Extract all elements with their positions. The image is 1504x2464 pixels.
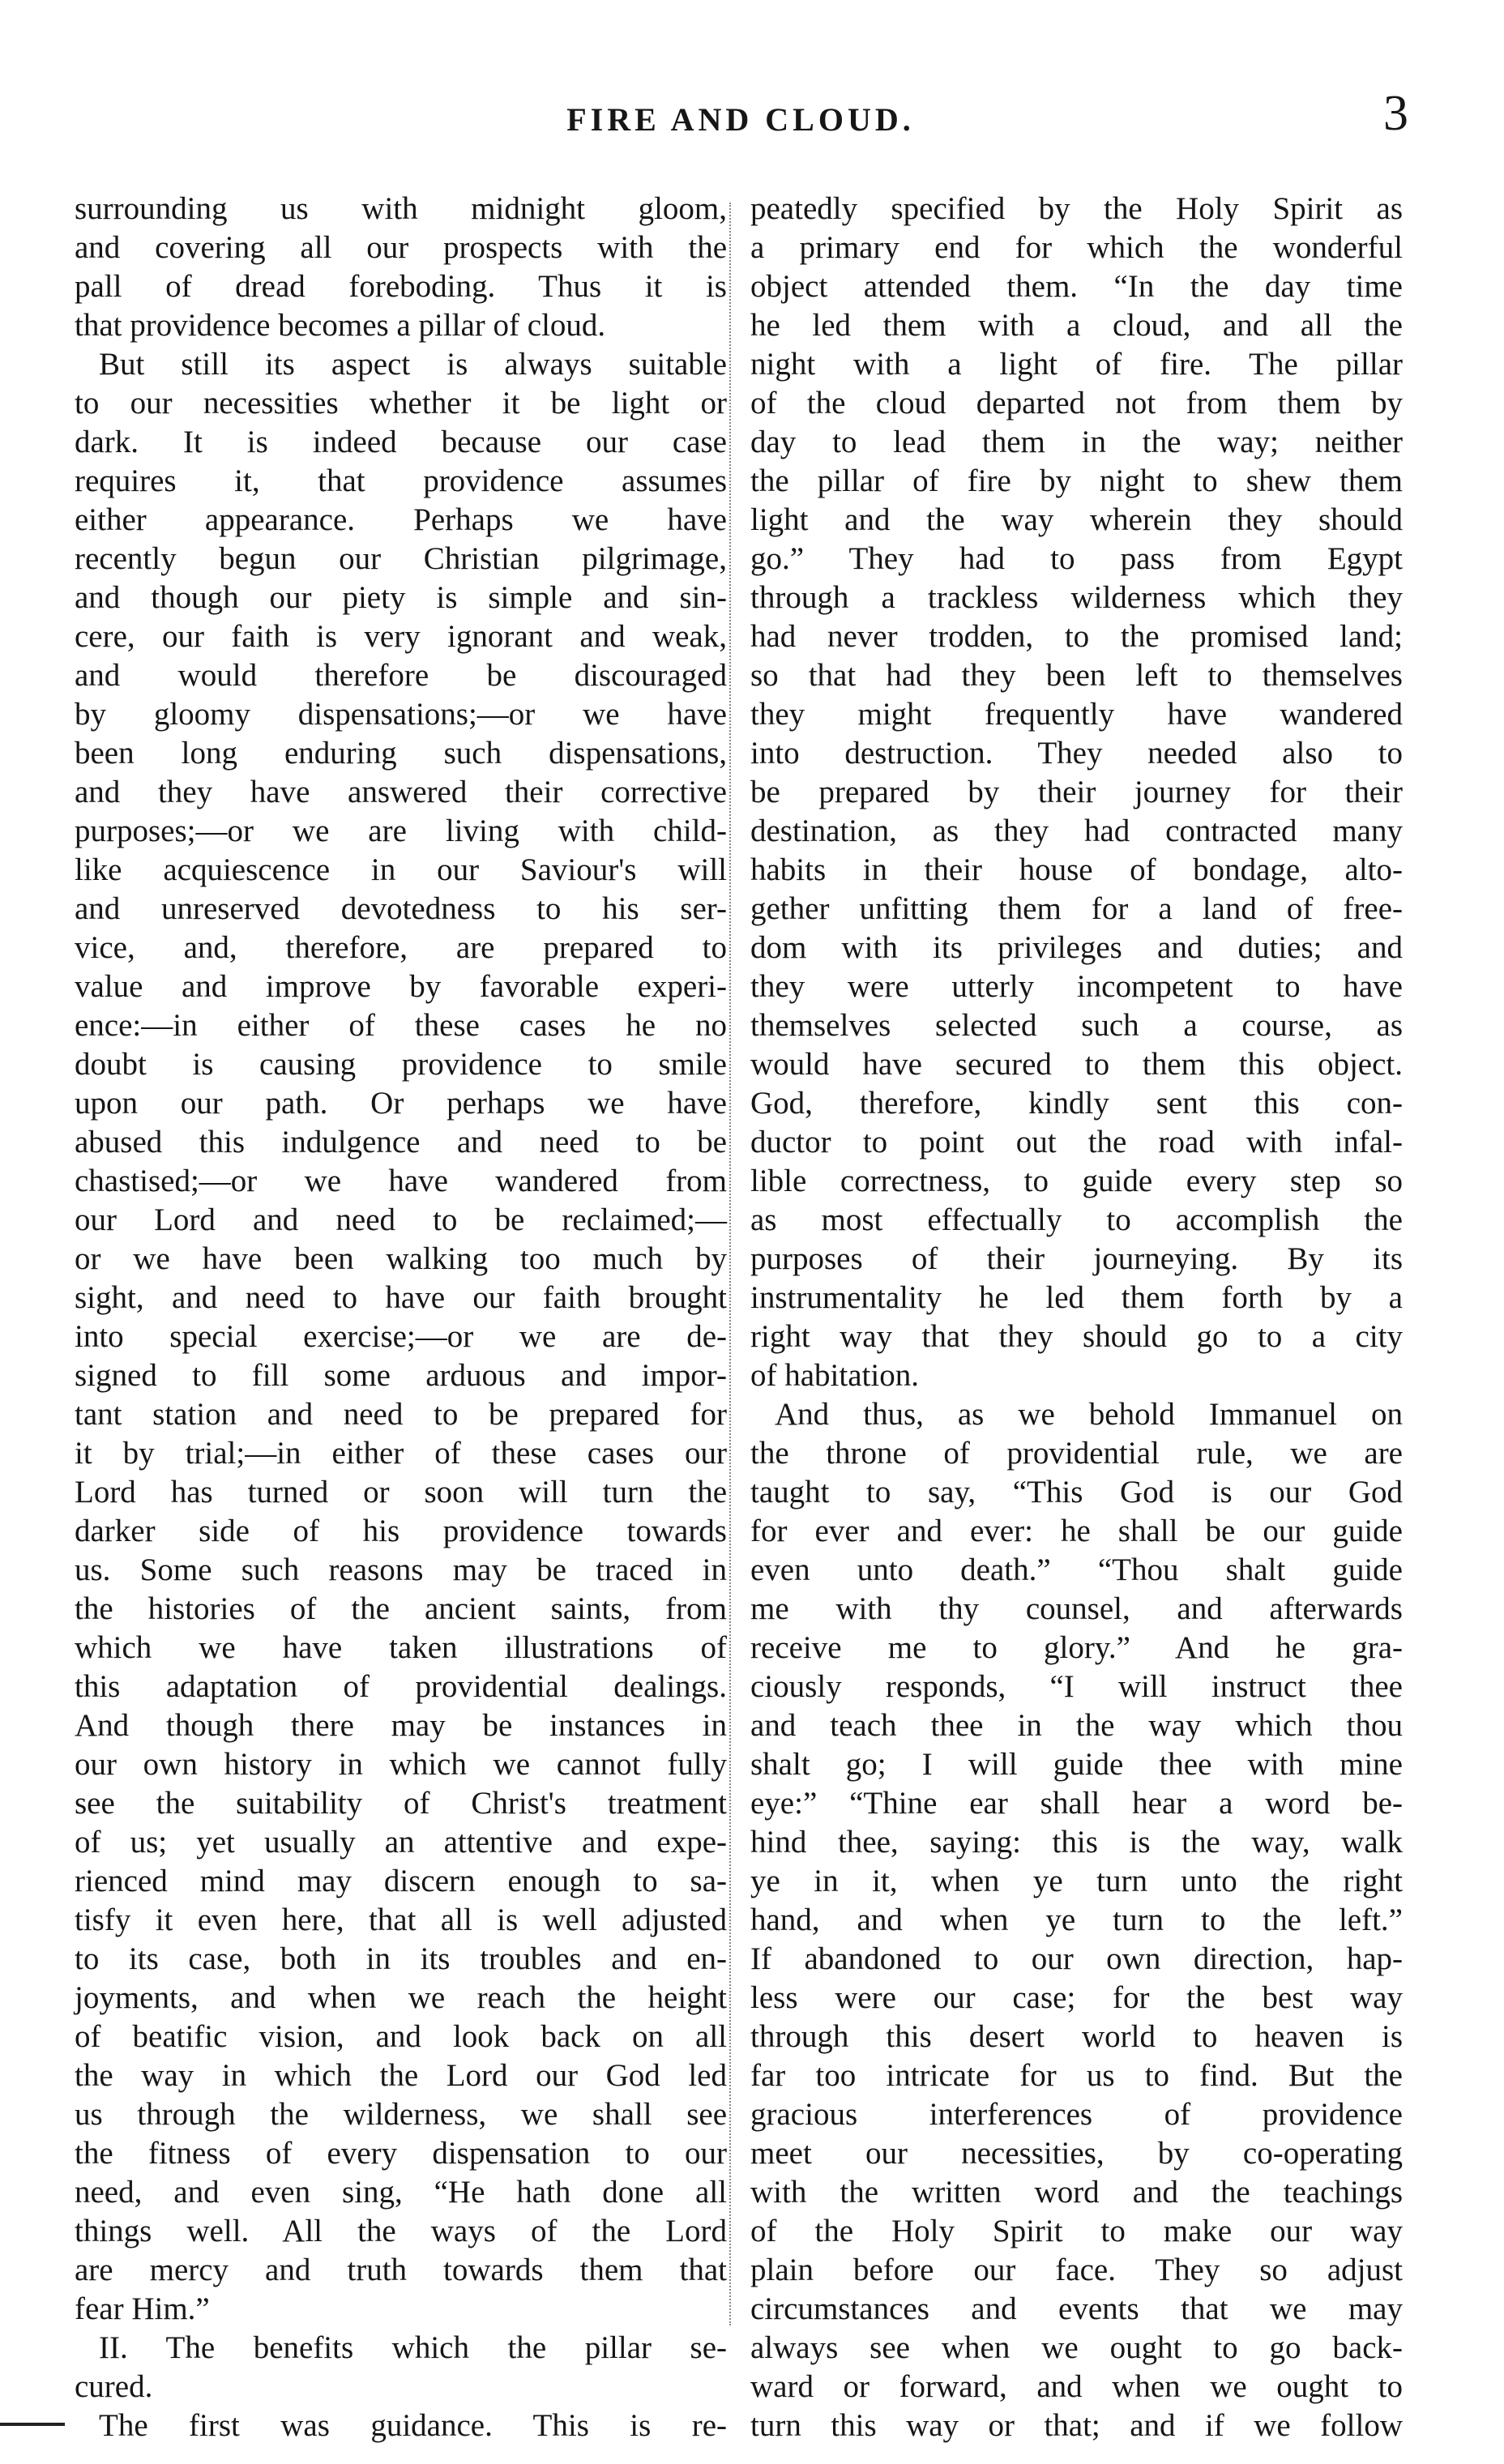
text-line: The first was guidance. This is re- [99,2408,727,2443]
text-line: me with thy counsel, and afterwards [750,1591,1403,1626]
text-line: tisfy it even here, that all is well adjusted [75,1902,727,1937]
text-line: this adaptation of providential dealings. [75,1669,727,1704]
text-line: dark. It is indeed because our case [75,425,727,459]
text-line: so that had they been left to themselves [750,658,1403,693]
text-line: to our necessities whether it be light or [75,386,727,421]
text-line: chastised;—or we have wandered from [75,1164,727,1198]
text-line: But still its aspect is always suitable [99,347,727,382]
text-line: need, and even sing, “He hath done all [75,2175,727,2210]
text-line: right way that they should go to a city [750,1319,1403,1354]
text-line: which we have taken illustrations of [75,1630,727,1665]
text-line: been long enduring such dispensations, [75,736,727,771]
left-column [75,190,727,2443]
text-line: God, therefore, kindly sent this con- [750,1086,1403,1121]
text-line: and they have answered their corrective [75,775,727,809]
text-line: into special exercise;—or we are de- [75,1319,727,1354]
text-line: vice, and, therefore, are prepared to [75,930,727,965]
text-line: the fitness of every dispensation to our [75,2136,727,2171]
text-line: even unto death.” “Thou shalt guide [750,1552,1403,1587]
text-line: themselves selected such a course, as [750,1008,1403,1043]
text-line: doubt is causing providence to smile [75,1047,727,1082]
text-line: and though our piety is simple and sin- [75,580,727,615]
text-line: gracious interferences of providence [750,2097,1403,2132]
text-line: gether unfitting them for a land of free- [750,891,1403,926]
text-line: they were utterly incompetent to have [750,969,1403,1004]
text-line: taught to say, “This God is our God [750,1475,1403,1510]
running-title: FIRE AND CLOUD. [566,101,915,138]
text-line: pall of dread foreboding. Thus it is [75,269,727,304]
text-line: ye in it, when ye turn unto the right [750,1864,1403,1898]
text-line: ductor to point out the road with infal- [750,1125,1403,1159]
text-line: us. Some such reasons may be traced in [75,1552,727,1587]
text-line: value and improve by favorable experi- [75,969,727,1004]
text-line: recently begun our Christian pilgrimage, [75,541,727,576]
text-line: peatedly specified by the Holy Spirit as [750,191,1403,226]
text-line: through a trackless wilderness which they [750,580,1403,615]
text-line: be prepared by their journey for their [750,775,1403,809]
text-line: our own history in which we cannot fully [75,1747,727,1782]
text-line: and would therefore be discouraged [75,658,727,693]
text-line: instrumentality he led them forth by a [750,1280,1403,1315]
text-line: it by trial;—in either of these cases our [75,1436,727,1471]
text-line: joyments, and when we reach the height [75,1980,727,2015]
bottom-rule [0,2423,65,2426]
text-line: of habitation. [750,1358,919,1393]
text-line: shalt go; I will guide thee with mine [750,1747,1403,1782]
text-line: through this desert world to heaven is [750,2019,1403,2054]
text-line: purposes;—or we are living with child- [75,814,727,848]
text-line: and covering all our prospects with the [75,230,727,265]
text-line: object attended them. “In the day time [750,269,1403,304]
column-divider [729,203,731,2325]
text-line: hind thee, saying: this is the way, walk [750,1825,1403,1860]
text-line: go.” They had to pass from Egypt [750,541,1403,576]
text-line: they might frequently have wandered [750,697,1403,732]
text-line: II. The benefits which the pillar se- [99,2330,727,2365]
text-line: are mercy and truth towards them that [75,2253,727,2287]
text-line: fear Him.” [75,2291,210,2326]
text-line: always see when we ought to go back- [750,2330,1403,2365]
text-line: receive me to glory.” And he gra- [750,1630,1403,1665]
text-line: of us; yet usually an attentive and expe- [75,1825,727,1860]
text-line: us through the wilderness, we shall see [75,2097,727,2132]
right-column [750,190,1403,2443]
text-line: with the written word and the teachings [750,2175,1403,2210]
text-line: ciously responds, “I will instruct thee [750,1669,1403,1704]
text-line: into destruction. They needed also to [750,736,1403,771]
text-line: requires it, that providence assumes [75,463,727,498]
text-line: that providence becomes a pillar of cloud. [75,308,606,343]
text-line: day to lead them in the way; neither [750,425,1403,459]
text-line: of the Holy Spirit to make our way [750,2214,1403,2248]
text-line: hand, and when ye turn to the left.” [750,1902,1403,1937]
text-line: like acquiescence in our Saviour's will [75,852,727,887]
text-line: a primary end for which the wonderful [750,230,1403,265]
text-line: as most effectually to accomplish the [750,1202,1403,1237]
text-line: eye:” “Thine ear shall hear a word be- [750,1786,1403,1821]
text-line: plain before our face. They so adjust [750,2253,1403,2287]
text-line: darker side of his providence towards [75,1514,727,1548]
text-line: to its case, both in its troubles and en- [75,1941,727,1976]
text-line: by gloomy dispensations;—or we have [75,697,727,732]
text-line: see the suitability of Christ's treatment [75,1786,727,1821]
text-line: our Lord and need to be reclaimed;— [75,1202,727,1237]
text-line: circumstances and events that we may [750,2291,1403,2326]
text-line: the throne of providential rule, we are [750,1436,1403,1471]
text-line: he led them with a cloud, and all the [750,308,1403,343]
text-line: or we have been walking too much by [75,1241,727,1276]
text-line: destination, as they had contracted many [750,814,1403,848]
text-line: sight, and need to have our faith brought [75,1280,727,1315]
text-line: of beatific vision, and look back on all [75,2019,727,2054]
text-line: things well. All the ways of the Lord [75,2214,727,2248]
text-line: had never trodden, to the promised land; [750,619,1403,654]
text-line: rienced mind may discern enough to sa- [75,1864,727,1898]
text-line: cere, our faith is very ignorant and weak, [75,619,727,654]
text-line: And though there may be instances in [75,1708,727,1743]
text-line: ward or forward, and when we ought to [750,2369,1403,2404]
text-line: And thus, as we behold Immanuel on [775,1397,1403,1432]
text-line: the histories of the ancient saints, from [75,1591,727,1626]
text-line: upon our path. Or perhaps we have [75,1086,727,1121]
text-line: If abandoned to our own direction, hap- [750,1941,1403,1976]
text-line: and unreserved devotedness to his ser- [75,891,727,926]
running-head [73,88,1408,152]
text-line: surrounding us with midnight gloom, [75,191,727,226]
text-line: the way in which the Lord our God led [75,2058,727,2093]
text-line: Lord has turned or soon will turn the [75,1475,727,1510]
text-line: for ever and ever: he shall be our guide [750,1514,1403,1548]
text-line: light and the way wherein they should [750,502,1403,537]
text-line: cured. [75,2369,153,2404]
text-line: either appearance. Perhaps we have [75,502,727,537]
page-number: 3 [1383,86,1408,141]
text-line: lible correctness, to guide every step so [750,1164,1403,1198]
text-line: less were our case; for the best way [750,1980,1403,2015]
text-line: of the cloud departed not from them by [750,386,1403,421]
text-line: tant station and need to be prepared for [75,1397,727,1432]
text-line: night with a light of fire. The pillar [750,347,1403,382]
text-line: turn this way or that; and if we follow [750,2408,1403,2443]
text-line: and teach thee in the way which thou [750,1708,1403,1743]
text-line: habits in their house of bondage, alto- [750,852,1403,887]
text-line: would have secured to them this object. [750,1047,1403,1082]
text-line: meet our necessities, by co-operating [750,2136,1403,2171]
text-line: the pillar of fire by night to shew them [750,463,1403,498]
text-line: dom with its privileges and duties; and [750,930,1403,965]
text-line: signed to fill some arduous and impor- [75,1358,727,1393]
text-line: far too intricate for us to find. But the [750,2058,1403,2093]
text-line: purposes of their journeying. By its [750,1241,1403,1276]
text-line: ence:—in either of these cases he no [75,1008,727,1043]
text-line: abused this indulgence and need to be [75,1125,727,1159]
